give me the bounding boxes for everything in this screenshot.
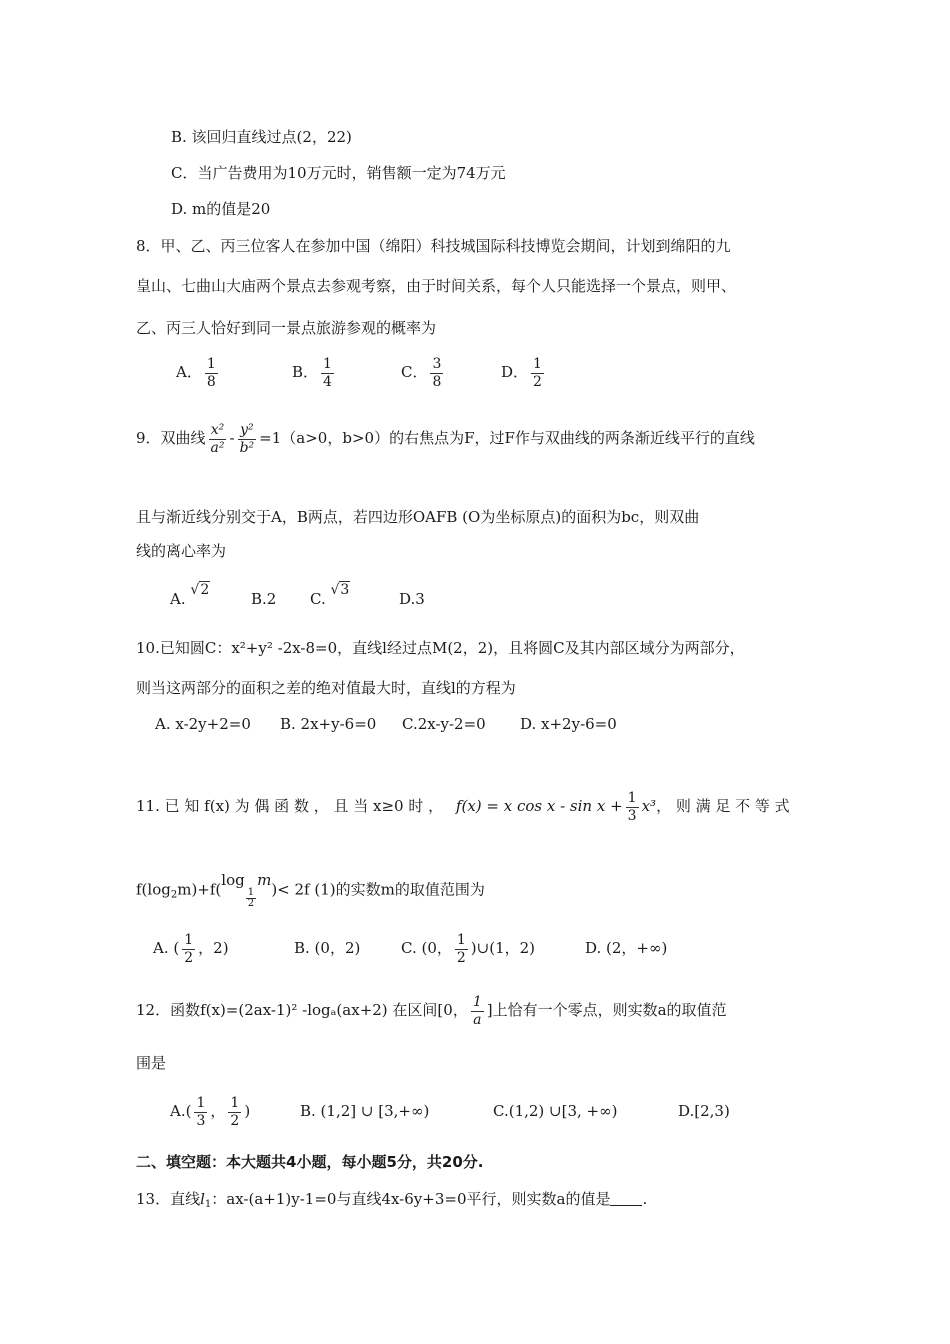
q8-line-2: 皇山、七曲山大庙两个景点去参观考察，由于时间关系，每个人只能选择一个景点，则甲、 (136, 277, 737, 295)
q8-option-a (176, 352, 221, 392)
q11-intro: 11. 已 知 f(x) 为 偶 函 数 ， 且 当 x≥0 时 ， (136, 797, 444, 815)
section-2-heading: 二、填空题：本大题共4小题，每小题5分，共20分. (136, 1153, 484, 1171)
q8-option-d-label: D． (501, 363, 529, 381)
q9-line-2: 且与渐近线分别交于A，B两点，若四边形OAFB (O为坐标原点)的面积为bc，则双曲 (136, 508, 700, 526)
q11-option-a: A. ( $\frac{1}{2}$ ，2) (153, 931, 229, 966)
q10-option-c: C.2x-y-2=0 (402, 715, 486, 733)
q12-option-a: A.( $\frac{1}{3}$ ， $\frac{1}{2}$ ) (170, 1094, 251, 1129)
q8-option-b-label: B． (292, 363, 319, 381)
q12-option-c: C.(1,2) ∪[3, +∞) (493, 1102, 618, 1120)
q9-option-a (170, 582, 210, 610)
q8-option-d-fraction: $\frac{1}{2}$ (533, 355, 542, 390)
q8-option-c-fraction: $\frac{3}{8}$ (432, 355, 442, 390)
q8-line-3: 乙、丙三人恰好到同一景点旅游参观的概率为 (136, 319, 437, 337)
q9-prefix: 9．双曲线 (136, 429, 206, 447)
q11-option-b: B. (0，2) (294, 939, 361, 957)
q9-equals: =1 (259, 429, 282, 447)
q11-line-1 (136, 786, 790, 826)
q10-line-2: 则当这两部分的面积之差的绝对值最大时，直线l的方程为 (136, 679, 516, 697)
q10-option-d: D. x+2y-6=0 (520, 715, 617, 733)
q11-tail: ， 则 满 足 不 等 式 (656, 797, 790, 815)
q8-option-b (292, 352, 337, 392)
q9-rest: （a>0，b>0）的右焦点为F，过F作与双曲线的两条渐近线平行的直线 (281, 429, 755, 447)
q12-fraction: $\frac{1}{a}$ (472, 993, 482, 1028)
q8-option-a-fraction: $\frac{1}{8}$ (206, 355, 216, 390)
q10-option-b: B. 2x+y-6=0 (280, 715, 377, 733)
q9-line-1 (136, 418, 755, 458)
q11-option-c: C. (0， $\frac{1}{2}$ )∪(1，2) (401, 931, 536, 966)
q13-answer-blank[interactable] (610, 1191, 642, 1206)
q11-formula: f(x) = x cos x - sin x + (455, 797, 623, 815)
q11-log-half: log $\frac{1}{2}$ m (221, 871, 272, 909)
q9-fraction-y: $\frac{\text{y²}}{\text{b²}}$ (239, 421, 255, 456)
q7-option-b: B. 该回归直线过点(2，22) (171, 128, 352, 146)
q8-line-1: 8．甲、乙、丙三位客人在参加中国（绵阳）科技城国际科技博览会期间，计划到绵阳的九 (136, 237, 731, 255)
q11-formula-fraction: $\frac{1}{3}$ (627, 789, 637, 824)
q8-option-a-label: A． (176, 363, 202, 381)
q8-option-d (501, 352, 547, 392)
q11-line-2: $f(\log_2m)+f(\log$ $\frac{1}{2}$ m)< 2f (1)的实数m的取值范围为 (136, 866, 485, 916)
q10-option-a: A. x-2y+2=0 (155, 715, 251, 733)
q9-option-d: D.3 (399, 590, 425, 608)
q11-option-d: D. (2，+∞) (585, 939, 668, 957)
q9-option-c-sqrt: √3 (330, 582, 350, 598)
q9-option-a-label: A. (170, 590, 186, 608)
q12-option-b: B. (1,2] ∪ [3,+∞) (300, 1102, 430, 1120)
q9-minus: - (229, 429, 235, 447)
q7-option-d: D. m的值是20 (171, 200, 271, 218)
q11-formula-cube: x³ (641, 797, 657, 815)
q12-option-d: D.[2,3) (678, 1102, 730, 1120)
q9-option-a-sqrt: √2 (190, 582, 210, 598)
q9-option-b: B.2 (251, 590, 277, 608)
q8-option-c (401, 352, 446, 392)
q9-option-c-label: C. (310, 590, 326, 608)
q13-line: 13．直线$l_1$：ax-(a+1)y-1=0与直线4x-6y+3=0平行，则实数a的值是 . (136, 1190, 648, 1210)
q9-option-c (310, 582, 350, 610)
q8-option-c-label: C． (401, 363, 428, 381)
q7-option-c: C．当广告费用为10万元时，销售额一定为74万元 (171, 164, 506, 182)
q9-fraction-x: $\frac{\text{x²}}{\text{a²}}$ (210, 421, 225, 456)
q8-option-b-fraction: $\frac{1}{4}$ (323, 355, 332, 390)
q12-line-1: 12．函数f(x)=(2ax-1)² -logₐ(ax+2) 在区间[0， $\frac{1}{a}$ ]上恰有一个零点，则实数a的取值范 (136, 993, 727, 1028)
q10-line-1: 10.已知圆C：x²+y² -2x-8=0，直线l经过点M(2，2)，且将圆C及其内部区域分为两部分， (136, 639, 745, 657)
q9-line-3: 线的离心率为 (136, 542, 227, 560)
q12-line-2: 围是 (136, 1054, 167, 1072)
